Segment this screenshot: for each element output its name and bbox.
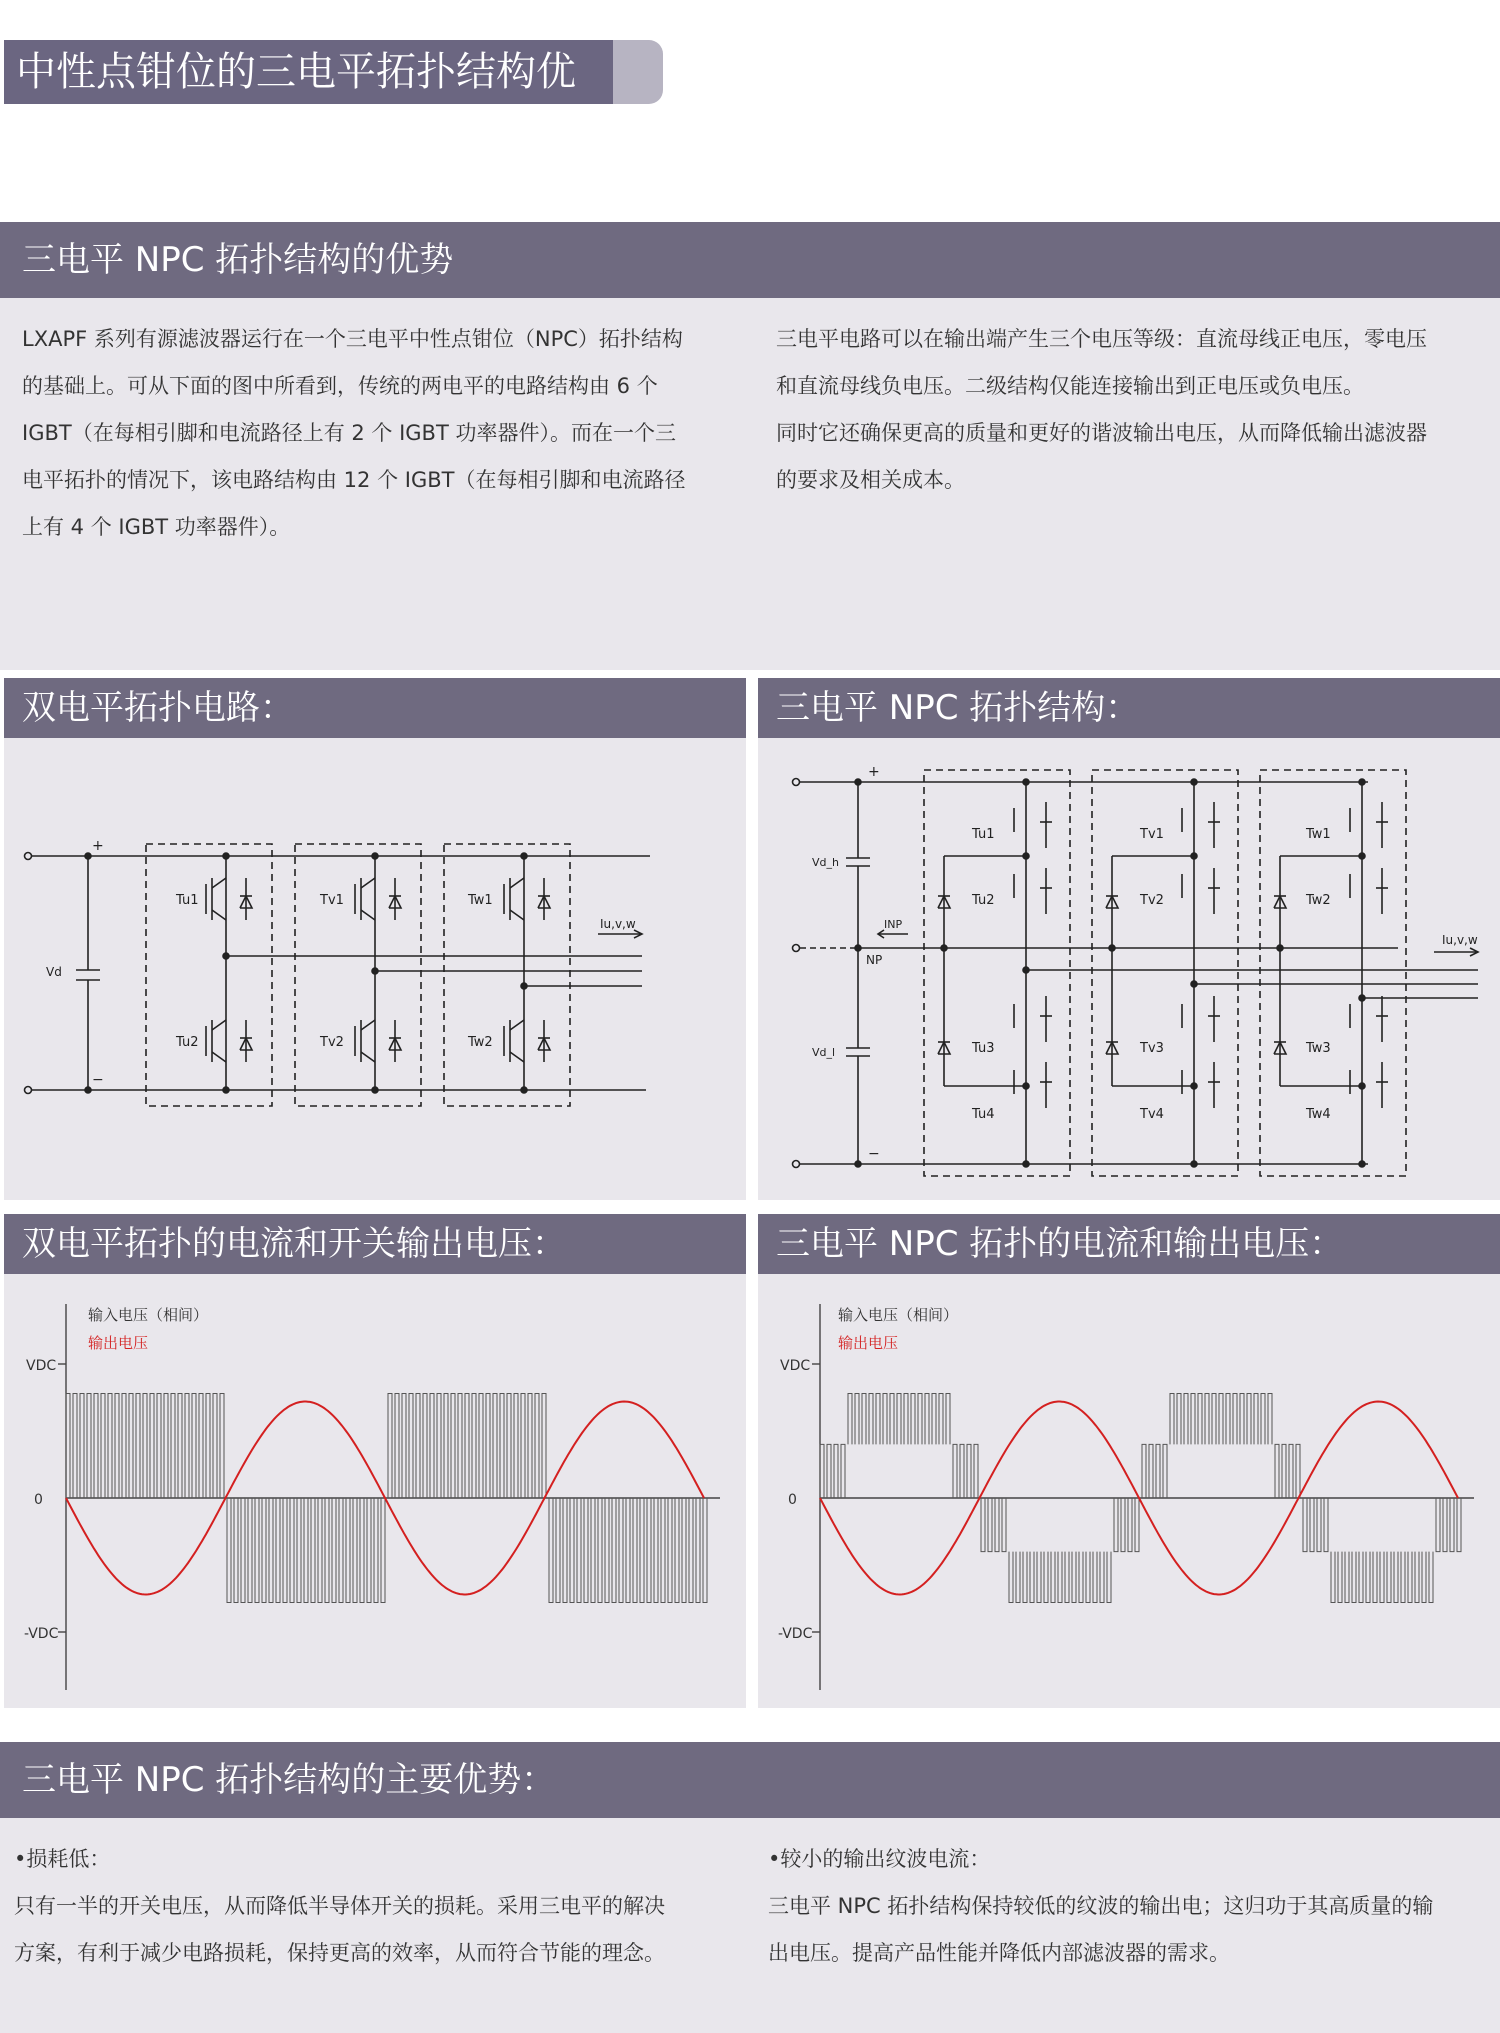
switch-label: Tv2 <box>320 1035 344 1050</box>
intro-left-line: 上有 4 个 IGBT 功率器件）。 <box>22 515 291 539</box>
npc-waveform <box>758 1274 1500 1708</box>
switch-label: Tv2 <box>1140 893 1164 908</box>
dc-plus-label: + <box>92 838 104 854</box>
y-label-zero: 0 <box>34 1492 43 1508</box>
legend-input: 输入电压（相间） <box>88 1306 209 1324</box>
advantage-title: •损耗低： <box>14 1847 111 1871</box>
switch-label: Tv1 <box>1140 827 1164 842</box>
npc-circuit-heading: 三电平 NPC 拓扑结构： <box>776 688 1140 728</box>
advantages-panel <box>0 1818 1500 2033</box>
npc-circuit-header <box>758 678 1500 738</box>
switch-label: Tv1 <box>320 893 344 908</box>
npc-wave-heading: 三电平 NPC 拓扑的电流和输出电压： <box>776 1224 1344 1264</box>
advantages-header <box>0 1742 1500 1818</box>
intro-panel <box>0 298 1500 670</box>
advantage-line: 三电平 NPC 拓扑结构保持较低的纹波的输出电；这归功于其高质量的输 <box>768 1894 1434 1918</box>
legend-input: 输入电压（相间） <box>838 1306 959 1324</box>
y-label-vdc: VDC <box>26 1358 57 1374</box>
npc-circuit-diagram <box>758 738 1500 1200</box>
vd-high-label: Vd_h <box>812 856 839 869</box>
switch-label: Tu4 <box>972 1107 995 1122</box>
page-title: 中性点钳位的三电平拓扑结构优势 <box>4 40 613 104</box>
two-level-circuit-header <box>4 678 746 738</box>
y-label-vdc: VDC <box>780 1358 811 1374</box>
two-level-circuit-diagram <box>4 738 746 1200</box>
vd-low-label: Vd_l <box>812 1046 836 1059</box>
two-level-wave-panel <box>4 1274 746 1708</box>
legend-output: 输出电压 <box>88 1334 149 1352</box>
dc-minus-label: − <box>92 1072 104 1088</box>
intro-right-line: 和直流母线负电压。二级结构仅能连接输出到正电压或负电压。 <box>776 374 1364 398</box>
two-level-wave-header <box>4 1214 746 1274</box>
legend-output: 输出电压 <box>838 1334 899 1352</box>
intro-right-line: 三电平电路可以在输出端产生三个电压等级：直流母线正电压，零电压 <box>776 327 1427 351</box>
two-level-wave-heading: 双电平拓扑的电流和开关输出电压： <box>22 1224 566 1264</box>
intro-left-line: IGBT（在每相引脚和电流路径上有 2 个 IGBT 功率器件）。而在一个三 <box>22 421 676 445</box>
y-label-zero: 0 <box>788 1492 797 1508</box>
np-label: NP <box>866 953 883 967</box>
advantage-line: 方案，有利于减少电路损耗，保持更高的效率，从而符合节能的理念。 <box>14 1941 665 1965</box>
advantage-low-loss <box>14 1836 744 1977</box>
switch-label: Tv3 <box>1140 1041 1164 1056</box>
switch-label: Tw1 <box>468 893 493 908</box>
switch-label: Tw2 <box>468 1035 493 1050</box>
inp-label: INP <box>884 918 903 931</box>
vd-label: Vd <box>46 965 62 979</box>
intro-right-line: 同时它还确保更高的质量和更好的谐波输出电压，从而降低输出滤波器 <box>776 421 1427 445</box>
npc-circuit-panel <box>758 738 1500 1200</box>
switch-label: Tu2 <box>176 1035 199 1050</box>
title-tab-decoration <box>613 40 663 104</box>
intro-header <box>0 222 1500 298</box>
dc-plus-label: + <box>868 764 880 780</box>
intro-left-line: 的基础上。可从下面的图中所看到，传统的两电平的电路结构由 6 个 <box>22 374 658 398</box>
y-label-neg-vdc: -VDC <box>778 1626 813 1642</box>
advantage-title: •较小的输出纹波电流： <box>768 1847 991 1871</box>
intro-left-text <box>22 316 742 551</box>
advantage-line: 只有一半的开关电压，从而降低半导体开关的损耗。采用三电平的解决 <box>14 1894 665 1918</box>
switch-label: Tu1 <box>972 827 995 842</box>
dc-minus-label: − <box>868 1146 880 1162</box>
advantage-line: 出电压。提高产品性能并降低内部滤波器的需求。 <box>768 1941 1230 1965</box>
switch-label: Tu1 <box>176 893 199 908</box>
output-current-label: Iu,v,w <box>600 917 636 931</box>
advantage-low-ripple <box>768 1836 1488 1977</box>
advantages-heading: 三电平 NPC 拓扑结构的主要优势： <box>22 1760 556 1800</box>
intro-right-text <box>776 316 1486 504</box>
y-label-neg-vdc: -VDC <box>24 1626 59 1642</box>
intro-right-line: 的要求及相关成本。 <box>776 468 965 492</box>
npc-wave-panel <box>758 1274 1500 1708</box>
switch-label: Tw4 <box>1306 1107 1331 1122</box>
switch-label: Tu2 <box>972 893 995 908</box>
switch-label: Tw1 <box>1306 827 1331 842</box>
intro-left-line: LXAPF 系列有源滤波器运行在一个三电平中性点钳位（NPC）拓扑结构 <box>22 327 683 351</box>
npc-wave-header <box>758 1214 1500 1274</box>
switch-label: Tu3 <box>972 1041 995 1056</box>
intro-left-line: 电平拓扑的情况下，该电路结构由 12 个 IGBT（在每相引脚和电流路径 <box>22 468 686 492</box>
intro-heading: 三电平 NPC 拓扑结构的优势 <box>22 240 454 280</box>
output-current-label: Iu,v,w <box>1442 933 1478 947</box>
switch-label: Tw3 <box>1306 1041 1331 1056</box>
switch-label: Tv4 <box>1140 1107 1164 1122</box>
two-level-waveform <box>4 1274 746 1708</box>
switch-label: Tw2 <box>1306 893 1331 908</box>
two-level-circuit-panel <box>4 738 746 1200</box>
two-level-circuit-heading: 双电平拓扑电路： <box>22 688 294 728</box>
